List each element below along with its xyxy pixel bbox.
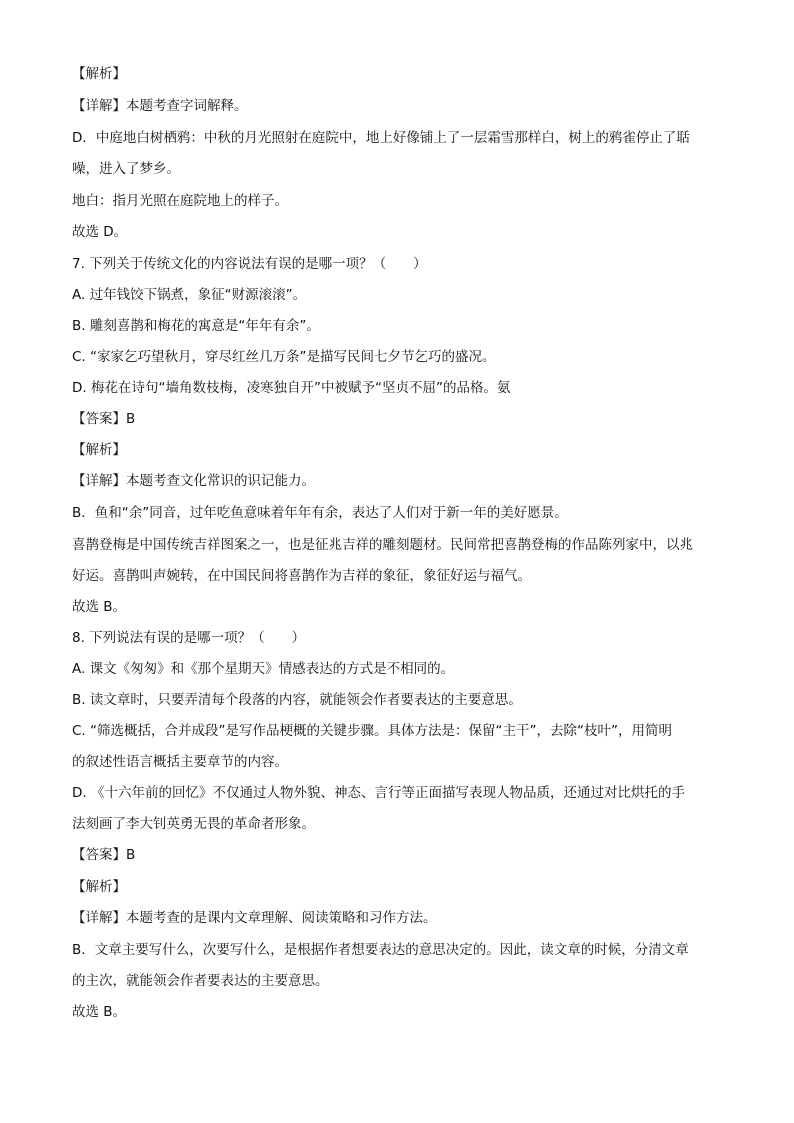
section-label-analysis: 【解析】 (72, 442, 126, 458)
explanation-text: D．中庭地白树栖鸦：中秋的月光照射在庭院中，地上好像铺上了一层霜雪那样白，树上的鸦雀停止了聒 (72, 130, 690, 146)
answer-choice-text: 故选 B。 (72, 1004, 127, 1020)
question-7: 7. 下列关于传统文化的内容说法有误的是哪一项？（ ） (72, 256, 427, 272)
explanation-text: 好运。喜鹊叫声婉转，在中国民间将喜鹊作为吉祥的象征，象征好运与福气。 (72, 568, 531, 584)
explanation-text: B．鱼和“余”同音，过年吃鱼意味着年年有余，表达了人们对于新一年的美好愿景。 (72, 505, 568, 521)
option-c-continued: 的叙述性语言概括主要章节的内容。 (72, 754, 288, 770)
option-d-continued: 法刻画了李大钊英勇无畏的革命者形象。 (72, 816, 315, 832)
answer-label: 【答案】B (72, 411, 136, 427)
answer-label: 【答案】B (72, 847, 136, 863)
option-c: C. “家家乞巧望秋月，穿尽红丝几万条”是描写民间七夕节乞巧的盛况。 (72, 349, 496, 365)
section-label-analysis: 【解析】 (72, 66, 126, 82)
explanation-text: B．文章主要写什么，次要写什么，是根据作者想要表达的意思决定的。因此，读文章的时候，分清文章 (72, 942, 689, 958)
section-label-analysis: 【解析】 (72, 879, 126, 895)
detail-text: 【详解】本题考查文化常识的识记能力。 (72, 473, 315, 489)
answer-choice-text: 故选 D。 (72, 224, 128, 240)
answer-choice-text: 故选 B。 (72, 599, 127, 615)
explanation-text: 噪，进入了梦乡。 (72, 161, 180, 177)
option-b: B. 雕刻喜鹊和梅花的寓意是“年年有余”。 (72, 318, 320, 334)
option-d: D. 梅花在诗句“墙角数枝梅，凌寒独自开”中被赋予“坚贞不屈”的品格。氨 (72, 380, 511, 396)
detail-text: 【详解】本题考查字词解释。 (72, 98, 248, 114)
detail-text: 【详解】本题考查的是课内文章理解、阅读策略和习作方法。 (72, 910, 437, 926)
explanation-text: 喜鹊登梅是中国传统吉祥图案之一，也是征兆吉祥的雕刻题材。民间常把喜鹊登梅的作品陈列家中，以兆 (72, 537, 693, 553)
question-8: 8. 下列说法有误的是哪一项？（ ） (72, 630, 306, 646)
explanation-text: 的主次，就能领会作者要表达的主要意思。 (72, 973, 329, 989)
option-a: A. 过年钱饺下锅煮，象征“财源滚滚”。 (72, 287, 307, 303)
option-c: C. “筛选概括，合并成段”是写作品梗概的关键步骤。具体方法是：保留“主干”，去除“枝叶”，用简明 (72, 723, 672, 739)
option-a: A. 课文《匆匆》和《那个星期天》情感表达的方式是不相同的。 (72, 661, 455, 677)
explanation-text: 地白：指月光照在庭院地上的样子。 (72, 193, 288, 209)
option-d: D. 《十六年前的回忆》不仅通过人物外貌、神态、言行等正面描写表现人物品质，还通过对比烘托的手 (72, 785, 685, 801)
option-b: B. 读文章时，只要弄清每个段落的内容，就能领会作者要表达的主要意思。 (72, 692, 522, 708)
